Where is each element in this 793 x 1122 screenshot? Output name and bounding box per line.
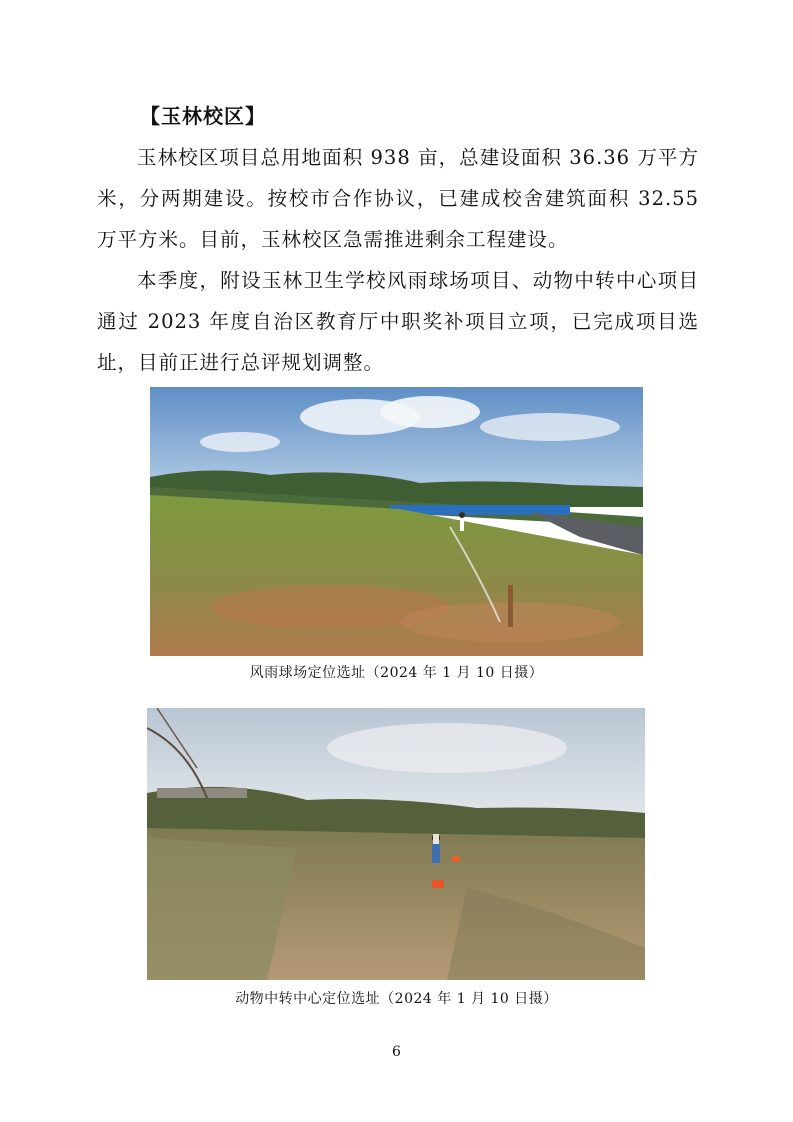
section-heading: 【玉林校区】 [140, 104, 266, 128]
photo-caption-stadium: 风雨球场定位选址（2024 年 1 月 10 日摄） [249, 665, 544, 681]
photo-stadium-site [150, 387, 643, 656]
photo-caption-animal-center: 动物中转中心定位选址（2024 年 1 月 10 日摄） [235, 991, 558, 1007]
paragraph-quarter-progress: 本季度，附设玉林卫生学校风雨球场项目、动物中转中心项目通过 2023 年度自治区教育厅中职奖补项目立项，已完成项目选址，目前正进行总评规划调整。 [97, 269, 699, 374]
paragraph-site-overview: 玉林校区项目总用地面积 938 亩，总建设面积 36.36 万平方米，分两期建设。按校市合作协议，已建成校舍建筑面积 32.55 万平方米。目前，玉林校区急需推进剩余工程建设。 [97, 146, 699, 251]
page-number: 6 [392, 1044, 401, 1060]
photo-animal-center-site [147, 708, 645, 980]
